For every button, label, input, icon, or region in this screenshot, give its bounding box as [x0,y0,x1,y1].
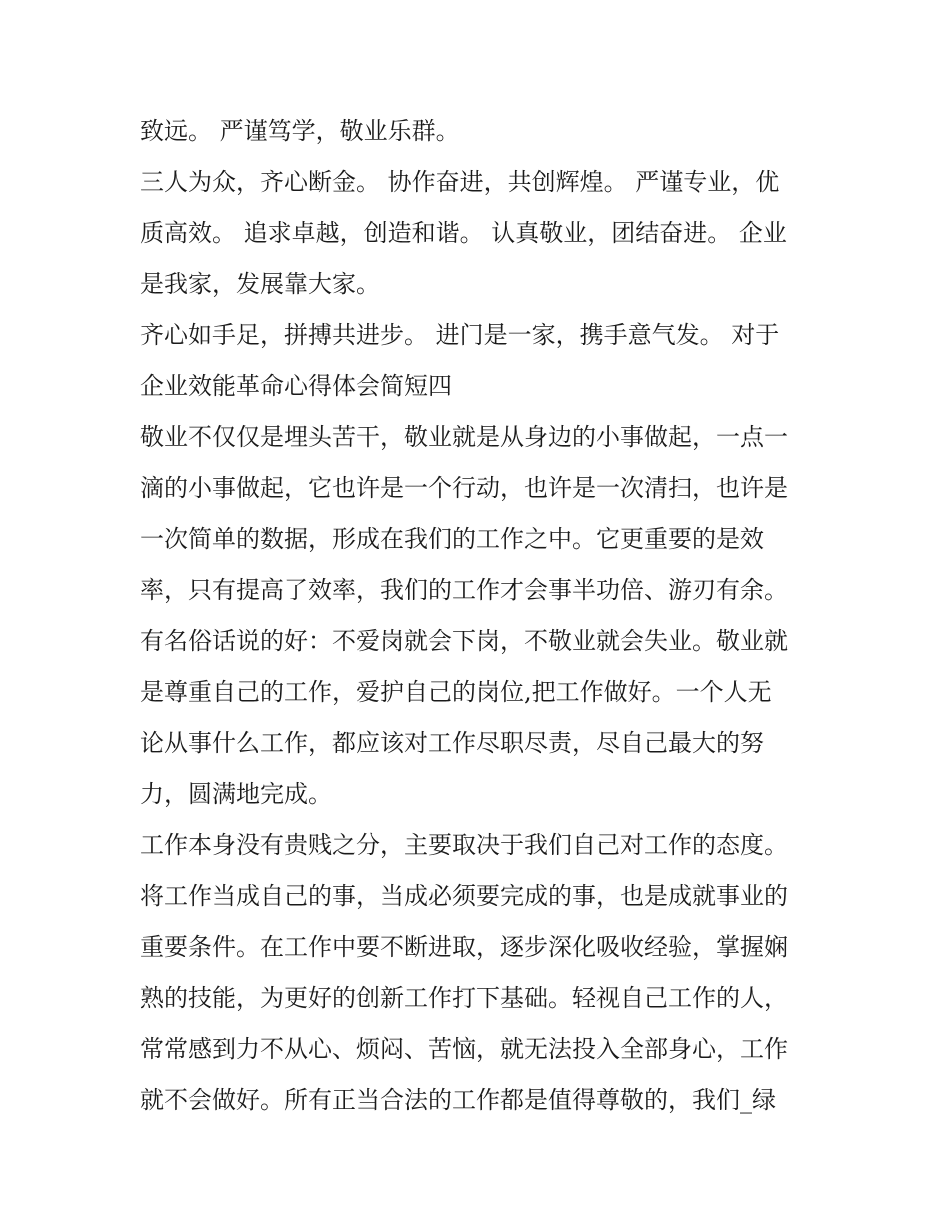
text-line: 是我家，发展靠大家。 [140,270,380,298]
text-line: 论从事什么工作，都应该对工作尽职尽责，尽自己最大的努 [140,729,764,757]
text-line: 质高效。 追求卓越，创造和谐。 认真敬业，团结奋进。 企业 [140,219,787,247]
text-line: 就不会做好。所有正当合法的工作都是值得尊敬的，我们_绿 [140,1086,776,1114]
text-line: 齐心如手足，拼搏共进步。 进门是一家，携手意气发。 对于 [140,321,780,349]
text-line: 滴的小事做起，它也许是一个行动，也许是一次清扫，也许是 [140,474,788,502]
text-line: 熟的技能，为更好的创新工作打下基础。轻视自己工作的人， [140,984,788,1012]
text-line: 三人为众，齐心断金。 协作奋进，共创辉煌。 严谨专业，优 [140,168,780,196]
text-line: 有名俗话说的好：不爱岗就会下岗，不敬业就会失业。敬业就 [140,627,788,655]
text-line: 重要条件。在工作中要不断进取，逐步深化吸收经验，掌握娴 [140,933,788,961]
text-line: 致远。 严谨笃学，敬业乐群。 [140,117,460,145]
text-line: 敬业不仅仅是埋头苦干，敬业就是从身边的小事做起，一点一 [140,423,788,451]
text-line: 是尊重自己的工作，爱护自己的岗位,把工作做好。一个人无 [140,678,772,706]
text-line: 一次简单的数据，形成在我们的工作之中。它更重要的是效 [140,525,764,553]
text-line: 工作本身没有贵贱之分，主要取决于我们自己对工作的态度。 [140,831,788,859]
text-line: 将工作当成自己的事，当成必须要完成的事，也是成就事业的 [140,882,788,910]
section-heading: 企业效能革命心得体会简短四 [140,372,452,400]
text-line: 常常感到力不从心、烦闷、苦恼，就无法投入全部身心，工作 [140,1035,788,1063]
text-line: 力，圆满地完成。 [140,780,332,808]
text-line: 率，只有提高了效率，我们的工作才会事半功倍、游刃有余。 [140,576,788,604]
document-body [140,106,820,1126]
